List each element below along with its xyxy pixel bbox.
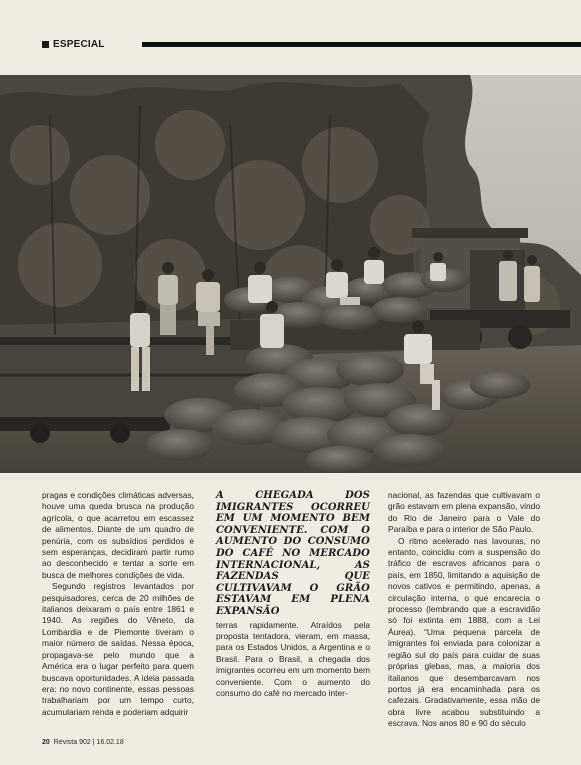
pull-quote: A CHEGADA DOS IMIGRANTES OCORREU EM UM MOMENTO BEM CONVENIENTE. COM O AUMENTO DO CONSUMO DO CAFÉ NO MERCADO INTERNACIONAL, AS FAZENDAS QUE CULTIVAVAM O GRÃO ESTAVAM EM PLENA EXPANSÃO: [216, 490, 370, 617]
paragraph: Segundo registros levantados por pesquisadores, cerca de 20 milhões de italianos deixaram o país entre 1861 e 1940. As regiões do Vêneto, da Lombardia e de Piemonte tiveram o maior número de saídas. Nessa época, propagava-se pelo mundo que a América era o lugar perfeito para quem buscava oportunidades. A ideia passada era: no novo continente, essas pessoas trabalhariam por um tempo curto, acumulariam renda e poderiam adquirir: [42, 581, 194, 717]
section-label: ESPECIAL: [53, 39, 105, 50]
section-header: [42, 40, 581, 50]
paragraph: pragas e condições climáticas adversas, houve uma queda brusca na produção agrícola, o que acarretou em escassez de alimentos. Diante de um quadro de penúria, com os subsídios perdidos e sem esperanças, decidiram partir rumo ao desconhecido e tentar a sorte em busca de melhores condições de vida.: [42, 490, 194, 580]
page-footer: [42, 738, 124, 747]
article-column-3: [388, 490, 540, 730]
section-marker-icon: [42, 41, 49, 48]
article-column-1: [42, 490, 194, 718]
paragraph: terras rapidamente. Atraídos pela proposta tentadora, vieram, em massa, para os Estados Unidos, a Argentina e o Brasil. Para o Brasil, a chegada dos imigrantes ocorreu em um momento bem conveniente. Com o aumento do consumo do café no mercado inter-: [216, 619, 370, 698]
coffee-plantation-photo-illustration: [0, 75, 581, 473]
section-rule: [142, 42, 581, 47]
paragraph: nacional, as fazendas que cultivavam o grão estavam em plena expansão, vindo do Rio de Janeiro para o Vale do Paraíba e para o interior de São Paulo.: [388, 490, 540, 535]
publication-info: Revista 902 | 16.02.18: [53, 739, 124, 746]
page-number: 20: [42, 739, 50, 746]
article-column-2: [216, 490, 370, 699]
historical-photo: [0, 75, 581, 473]
paragraph: O ritmo acelerado nas lavouras, no entanto, coincidiu com a suspensão do tráfico de escravos africanos para o país, em 1850, limitando a aquisição de novos cativos e permitindo, apenas, a circulação interna, o que encarecia o processo (lembrando que a escravidão só foi extinta em 1888, com a Lei Áurea). “Uma pequena parcela de imigrantes foi enviada para colonizar a região sul do país para cuidar de suas próprias glebas, mas, a maioria dos italianos que desembarcavam nos portos já era encaminhada para os cafezais. Gradativamente, essa mão de obra livre acabou substituindo a escrava. Nos anos 80 e 90 do século: [388, 535, 540, 729]
